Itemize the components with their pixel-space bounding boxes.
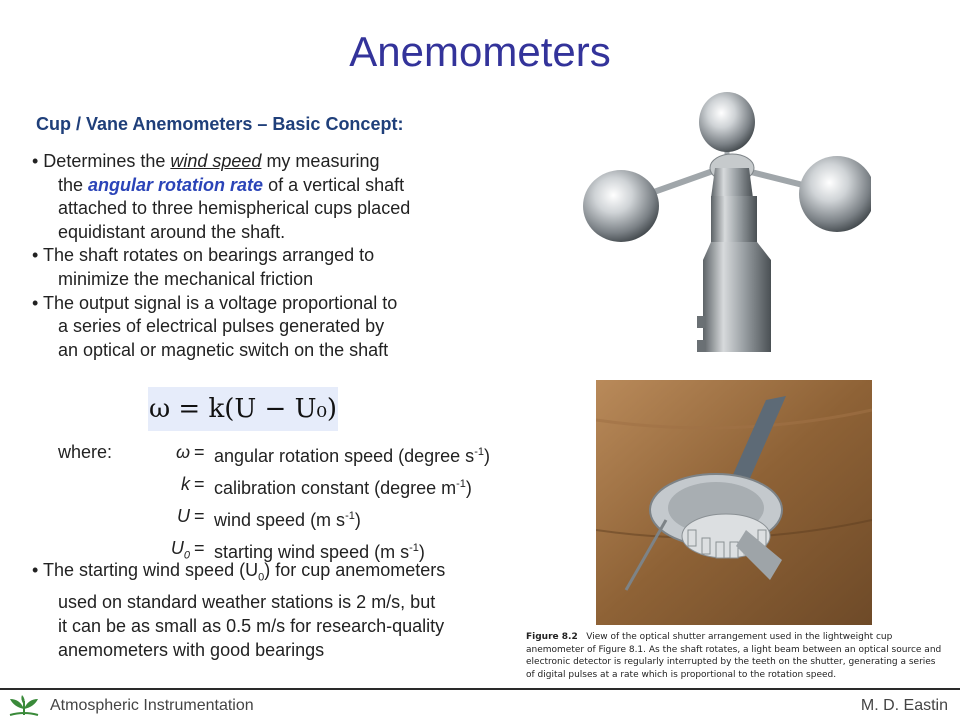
- footer-bar: [0, 688, 960, 722]
- anemometer-equation: ω = k(U − U₀): [148, 387, 338, 431]
- bullet-4: • The starting wind speed $(U_0)$ for cup anemometers used on standard weather stations is 2 m/s, but it can be as small as 0.5 m/s for research-quality anemometers with good bearings: [32, 560, 446, 660]
- bullet-2-line-2: minimize the mechanical friction: [58, 268, 314, 289]
- footer-author: M. D. Eastin: [860, 697, 948, 714]
- bullet-3-line-3: an optical or magnetic switch on the shaft: [58, 339, 389, 360]
- bullet-1-line-1: • Determines the wind speed my measuring: [32, 151, 380, 171]
- bullet-1-line-3: attached to three hemispherical cups placed: [58, 198, 411, 219]
- cup-anemometer-photo: [577, 88, 871, 360]
- bullet-1-line-4: equidistant around the shaft.: [58, 221, 286, 242]
- where-label: where:: [58, 442, 113, 462]
- figure-label: Figure 8.2: [526, 632, 578, 642]
- bullet-3-line-2: a series of electrical pulses generated by: [58, 316, 385, 337]
- bullet-list: [32, 150, 552, 362]
- definition-row: U = wind speed (m $s^{-1}$): [177, 506, 361, 531]
- angular-rotation-term: angular rotation rate: [88, 174, 264, 195]
- bullet-3-line-1: • The output signal is a voltage proportional to: [32, 292, 398, 313]
- definition-row: where: ω = angular rotation speed (degree $s^{-1}$): [58, 440, 490, 472]
- caption-text: View of the optical shutter arrangement used in the lightweight cup anemometer of Figure 8.1. As the shaft rotates, a light beam between an optical source and electronic detector is regularly interrupted by the teeth on the shutter, generating a series of digital pulses at a rate which is proportional to the rotation speed.: [526, 632, 942, 680]
- wind-speed-term: wind speed: [170, 151, 262, 171]
- definition-row: k = calibration constant (degree $m^{-1}$): [181, 474, 472, 499]
- optical-shutter-photo: [596, 380, 872, 625]
- bullet-1-line-2: the angular rotation rate of a vertical shaft: [58, 174, 405, 195]
- definition-row: $U_0$ = starting wind speed (m $s^{-1}$): [170, 538, 425, 563]
- footer-course-title: Atmospheric Instrumentation: [50, 697, 254, 714]
- plant-logo-icon: [8, 695, 40, 717]
- section-subhead: Cup / Vane Anemometers – Basic Concept:: [36, 114, 404, 134]
- figure-caption: [526, 631, 946, 681]
- bullet-2-line-1: • The shaft rotates on bearings arranged to: [32, 245, 375, 266]
- definitions-block: [58, 440, 490, 568]
- page-title: Anemometers: [349, 28, 611, 75]
